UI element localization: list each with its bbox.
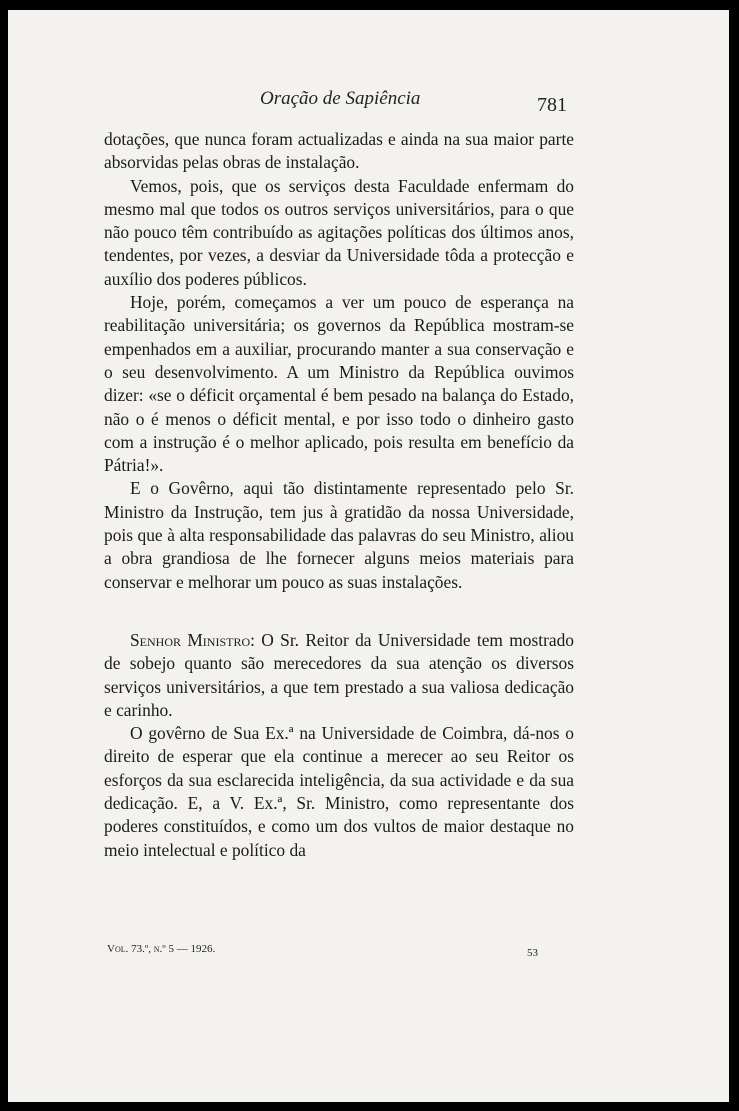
- body-text: [104, 128, 574, 862]
- paragraph-4: E o Govêrno, aqui tão distintamente representado pelo Sr. Ministro da Instrução, tem jus à gratidão da nossa Universidade, pois que à alta responsabilidade das palavras do seu Ministro, aliou a obra grandiosa de lhe fornecer alguns meios materiais para conservar e melhorar um pouco as suas instalações.: [104, 478, 574, 592]
- paragraph-2: Vemos, pois, que os serviços desta Faculdade enfermam do mesmo mal que todos os outros serviços universitários, para o que não pouco têm contribuído as agitações políticas dos últimos anos, tendentes, por vezes, a desviar da Universidade tôda a protecção e auxílio dos poderes públicos.: [104, 175, 574, 289]
- address-text: O Sr. Reitor da Universidade tem mostrado de sobejo quanto são merecedores da sua atenção os diversos serviços universitários, a que tem prestado a sua valiosa dedicação e carinho.: [104, 629, 574, 720]
- address-paragraph: [104, 629, 574, 722]
- address-lead: Senhor Ministro:: [130, 629, 255, 650]
- running-title: Oração de Sapiência: [260, 88, 421, 109]
- page-number: 781: [537, 94, 567, 116]
- volume-info: Vol. 73.º, n.º 5 — 1926.: [107, 943, 216, 955]
- page-footer: [8, 943, 729, 963]
- paragraph-3: Hoje, porém, começamos a ver um pouco de esperança na reabilitação universitária; os governos da República mostram-se empenhados em a auxiliar, procurando manter a sua conservação e o seu desenvolvimento. A um Ministro da República ouvimos dizer: «se o déficit orçamental é bem pesado na balança do Estado, não o é menos o déficit mental, e por isso todo o dinheiro gasto com a instrução é o melhor aplicado, pois resulta em benefício da Pátria!».: [104, 292, 574, 476]
- paragraph-final: O govêrno de Sua Ex.ª na Universidade de Coimbra, dá-nos o direito de esperar que ela continue a merecer ao seu Reitor os esforços da sua esclarecida inteligência, da sua actividade e da sua dedicação. E, a V. Ex.ª, Sr. Ministro, como representante dos poderes constituídos, e como um dos vultos de maior destaque no meio intelectual e político da: [104, 723, 574, 860]
- signature-mark: 53: [527, 947, 538, 959]
- paragraph-1: dotações, que nunca foram actualizadas e ainda na sua maior parte absorvidas pelas obras de instalação.: [104, 129, 574, 173]
- page-header: [8, 88, 729, 118]
- document-page: [8, 10, 729, 1102]
